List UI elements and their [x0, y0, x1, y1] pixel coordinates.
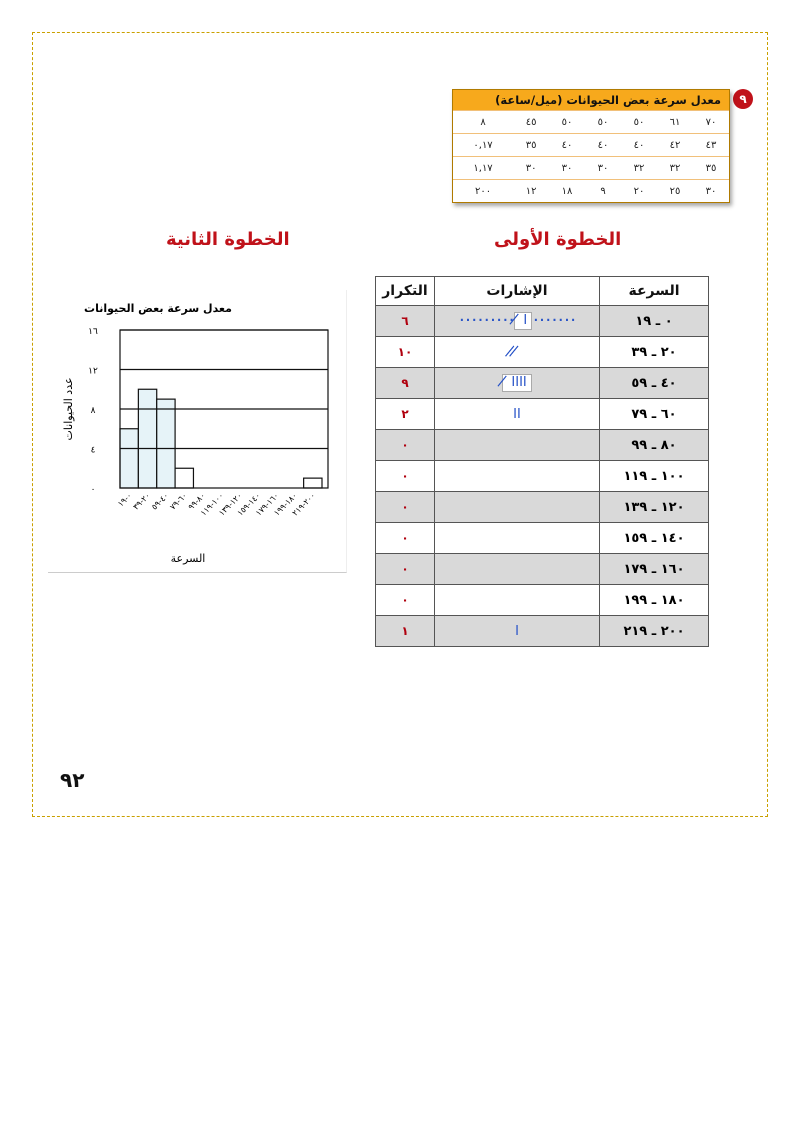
data-table-title: معدل سرعة بعض الحيوانات (ميل/ساعة) [453, 90, 729, 110]
tally-cell [435, 523, 600, 554]
data-table-cell: ٥٠ [585, 111, 621, 134]
data-table-cell: ٤٣ [693, 134, 729, 157]
frequency-row [376, 616, 709, 647]
range-cell: ٨٠ ـ ٩٩ [600, 430, 709, 461]
y-axis-label: عدد الحيوانات [62, 377, 75, 441]
histogram-bar [138, 389, 156, 488]
tally-cell [435, 337, 600, 368]
data-table-cell: ٥٠ [621, 111, 657, 134]
range-cell: ١٦٠ ـ ١٧٩ [600, 554, 709, 585]
frequency-cell: ٦ [376, 306, 435, 337]
dotted-leader: ········· [458, 313, 515, 327]
frequency-row [376, 306, 709, 337]
tally-cell [435, 461, 600, 492]
frequency-row [376, 585, 709, 616]
frequency-cell: ١ [376, 616, 435, 647]
x-tick-label: ٤٠-٥٩ [149, 491, 171, 512]
frequency-table [375, 276, 709, 647]
x-tick-label: ٦٠-٧٩ [168, 491, 189, 512]
range-cell: ٢٠٠ ـ ٢١٩ [600, 616, 709, 647]
x-tick-label: ١٦٠-١٧٩ [253, 491, 281, 518]
frequency-row [376, 399, 709, 430]
range-cell: ١٤٠ ـ ١٥٩ [600, 523, 709, 554]
frequency-cell: ٠ [376, 554, 435, 585]
data-table-cell: ٣٢ [621, 157, 657, 180]
x-tick-label: ٠-١٩ [116, 491, 134, 509]
data-table-cell: ٤٠ [585, 134, 621, 157]
data-table-cell: ٨ [453, 111, 513, 134]
tally-marks: ̸̸̸̸ IIII [502, 374, 531, 392]
data-table-cell: ٩ [585, 180, 621, 203]
frequency-cell: ٠ [376, 492, 435, 523]
step-two-title: الخطوة الثانية [166, 229, 290, 250]
data-table-row [453, 157, 729, 180]
data-table-cell: ٣٠ [549, 157, 585, 180]
frequency-cell: ٠ [376, 523, 435, 554]
tally-marks: ̸̸̸̸ ̸̸̸̸ [514, 344, 520, 360]
data-table-row [453, 180, 729, 203]
histogram-bar [157, 399, 175, 488]
y-tick-label: ٨ [90, 406, 96, 416]
data-table-cell: ٣٥ [693, 157, 729, 180]
data-table-cell: ١٢ [513, 180, 549, 203]
tally-cell [435, 492, 600, 523]
tally-cell [435, 306, 600, 337]
y-tick-label: ١٢ [88, 366, 98, 377]
range-cell: ٤٠ ـ ٥٩ [600, 368, 709, 399]
header-tally: الإشارات [435, 277, 600, 306]
data-table-cell: ٢٥ [657, 180, 693, 203]
tally-cell [435, 554, 600, 585]
data-table-cell: ٧٠ [693, 111, 729, 134]
data-table-cell: ٣٥ [513, 134, 549, 157]
x-tick-label: ١٢٠-١٣٩ [217, 491, 244, 518]
histogram-svg [48, 290, 346, 572]
x-tick-label: ٢٠٠-٢١٩ [290, 491, 318, 518]
range-cell: ٠ ـ ١٩ [600, 306, 709, 337]
data-table-row [453, 134, 729, 157]
range-cell: ١٨٠ ـ ١٩٩ [600, 585, 709, 616]
header-range: السرعة [600, 277, 709, 306]
data-table-cell: ٥٠ [549, 111, 585, 134]
range-cell: ١٢٠ ـ ١٣٩ [600, 492, 709, 523]
tally-cell [435, 585, 600, 616]
frequency-row [376, 368, 709, 399]
x-tick-label: ١٨٠-١٩٩ [272, 491, 299, 518]
x-tick-label: ١٠٠-١١٩ [198, 491, 226, 518]
range-cell: ٢٠ ـ ٣٩ [600, 337, 709, 368]
data-table-cell: ٦١ [657, 111, 693, 134]
tally-marks: I [515, 623, 519, 639]
x-axis-label: السرعة [170, 552, 206, 565]
range-cell: ١٠٠ ـ ١١٩ [600, 461, 709, 492]
header-frequency: التكرار [376, 277, 435, 306]
frequency-cell: ٠ [376, 461, 435, 492]
histogram-bar [120, 429, 138, 488]
x-tick-label: ٨٠-٩٩ [186, 491, 208, 512]
tally-cell [435, 399, 600, 430]
data-table-cell: ٢٠ [621, 180, 657, 203]
data-table-cell: ٣٠ [513, 157, 549, 180]
frequency-cell: ٩ [376, 368, 435, 399]
y-tick-label: ٠ [90, 485, 96, 495]
page-number: ٩٢ [60, 768, 85, 792]
range-cell: ٦٠ ـ ٧٩ [600, 399, 709, 430]
x-tick-label: ٢٠-٣٩ [131, 491, 152, 512]
histogram-bar [304, 478, 322, 488]
tally-marks: II [513, 406, 521, 422]
frequency-cell: ٢ [376, 399, 435, 430]
data-table-cell: ٣٠ [585, 157, 621, 180]
chart-title: معدل سرعة بعض الحيوانات [84, 302, 232, 315]
data-table-cell: ٤٢ [657, 134, 693, 157]
frequency-cell: ٠ [376, 430, 435, 461]
frequency-row [376, 554, 709, 585]
data-table-cell: ٣٢ [657, 157, 693, 180]
data-table-grid [453, 110, 729, 202]
tally-cell [435, 616, 600, 647]
data-table-row [453, 111, 729, 134]
frequency-row [376, 461, 709, 492]
tally-cell [435, 368, 600, 399]
data-table-cell: ٠,١٧ [453, 134, 513, 157]
data-table-cell: ١,١٧ [453, 157, 513, 180]
histogram-bar [175, 468, 193, 488]
histogram-chart [48, 290, 347, 573]
step-one-title: الخطوة الأولى [494, 229, 622, 250]
frequency-row [376, 492, 709, 523]
data-table-cell: ٤٠ [549, 134, 585, 157]
frequency-cell: ١٠ [376, 337, 435, 368]
tally-cell [435, 430, 600, 461]
frequency-row [376, 430, 709, 461]
y-tick-label: ١٦ [88, 327, 98, 337]
data-table-cell: ٤٥ [513, 111, 549, 134]
speed-data-table [452, 89, 730, 203]
data-table-cell: ٢٠٠ [453, 180, 513, 203]
y-tick-label: ٤ [90, 445, 96, 456]
frequency-row [376, 523, 709, 554]
data-table-cell: ٣٠ [693, 180, 729, 203]
x-tick-label: ١٤٠-١٥٩ [235, 491, 263, 518]
data-table-cell: ١٨ [549, 180, 585, 203]
frequency-row [376, 337, 709, 368]
question-number-badge: ٩ [733, 89, 753, 109]
tally-marks: ̸̸̸̸ I [514, 312, 532, 330]
frequency-cell: ٠ [376, 585, 435, 616]
dotted-leader: ······· [532, 313, 576, 327]
data-table-cell: ٤٠ [621, 134, 657, 157]
